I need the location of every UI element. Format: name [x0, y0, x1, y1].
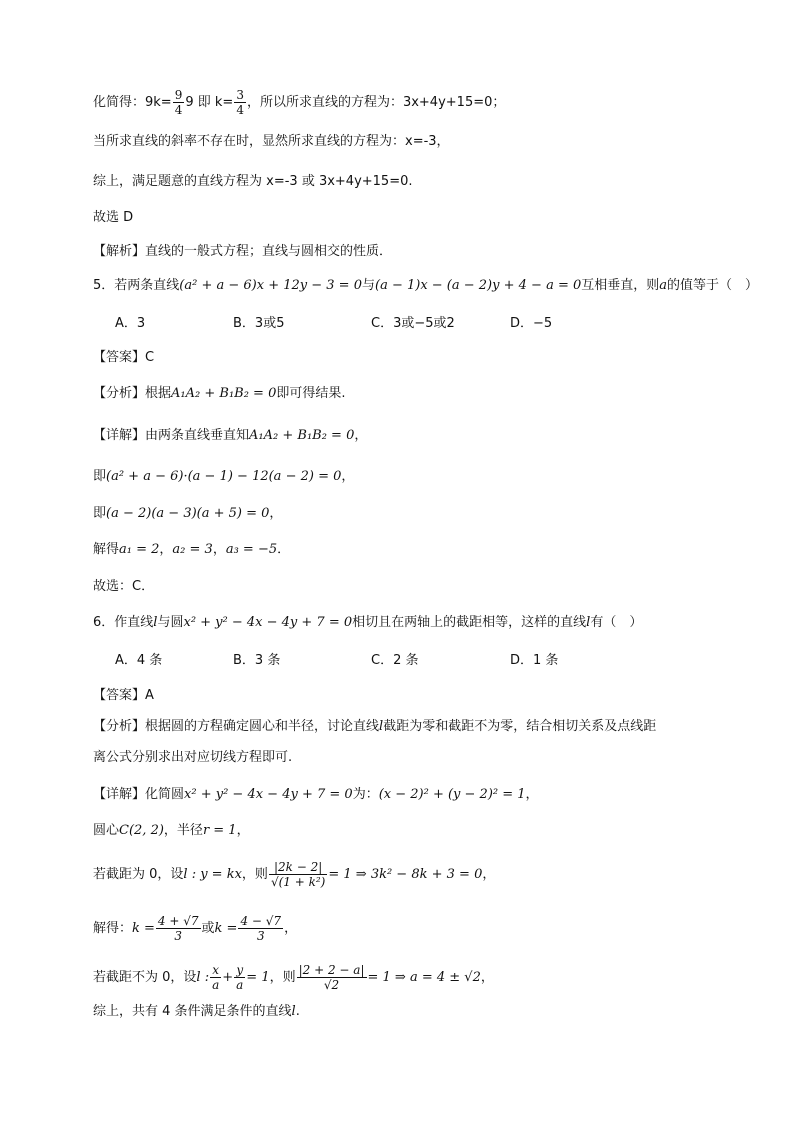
q5-option-b: B．3或5: [233, 316, 285, 331]
analysis-tag: 【分析】: [93, 719, 146, 734]
solution-line-choice: 故选 D: [93, 210, 134, 225]
solution-line-summary: 综上，满足题意的直线方程为 x=-3 或 3x+4y+15=0.: [93, 174, 413, 189]
fraction-9-4: $\frac{9}{4}$: [174, 88, 183, 117]
distance-fraction: $\frac{|2k - 2|}{\text{√(1 + k²)}}$: [270, 860, 326, 889]
answer-tag: 【答案】: [93, 688, 146, 703]
question-number: 6．: [93, 615, 115, 630]
q5-step-3: 解得a₁ = 2，a₂ = 3，a₃ = −5．: [93, 542, 291, 557]
q6-center-radius: 圆心C(2, 2)，半径r = 1，: [93, 823, 250, 838]
q5-detail: 【详解】由两条直线垂直知A₁A₂ + B₁B₂ = 0，: [93, 428, 368, 443]
q6-analysis-line-2: 离公式分别求出对应切线方程即可.: [93, 750, 293, 765]
distance-fraction-2: $\frac{|2 + 2 - a|}{√2}$: [298, 963, 365, 992]
q5-option-a: A．3: [115, 316, 146, 331]
fraction-3-4: $\frac{3}{4}$: [236, 88, 244, 117]
question-number: 5．: [93, 278, 115, 293]
y-over-a-fraction: $\frac{y}{a}$: [236, 963, 244, 992]
q6-option-c: C．2 条: [371, 653, 419, 668]
q6-analysis-line-1: 【分析】根据圆的方程确定圆心和半径，讨论直线l截距为零和截距不为零，结合相切关系及点线距: [93, 719, 657, 734]
q5-line-1-equation: (a² + a − 6)x + 12y − 3 = 0: [179, 278, 362, 293]
solution-line-simplify: 化简得：9k= $\frac{9}{4}$ 9 即 k= $\frac{3}{4}$ ，所以所求直线的方程为：3x+4y+15=0；: [93, 88, 506, 117]
q5-step-2: 即(a − 2)(a − 3)(a + 5) = 0，: [93, 506, 283, 521]
q6-case-nonzero-intercept: 若截距不为 0，设l : $\frac{x}{a}$ + $\frac{y}{a}$ = 1，则 $\frac{|2 + 2 - a|}{√2}$ = 1 ⇒ a = 4 ± √2，: [93, 963, 494, 992]
k1-fraction: $\frac{4 + √7}{3}$: [157, 914, 199, 943]
q5-answer: [93, 348, 734, 368]
detail-tag: 【详解】: [93, 428, 146, 443]
q6-option-b: B．3 条: [233, 653, 281, 668]
k2-fraction: $\frac{4 - √7}{3}$: [240, 914, 282, 943]
x-over-a-fraction: $\frac{x}{a}$: [212, 963, 220, 992]
solution-line-vertical-case: 当所求直线的斜率不存在时，显然所求直线的方程为：x=-3，: [93, 134, 450, 149]
answer-value: C: [145, 350, 155, 365]
q6-option-d: D．1 条: [510, 653, 559, 668]
q6-solutions-k: 解得：k = $\frac{4 + √7}{3}$ 或k = $\frac{4 - √7}{3}$ ，: [93, 914, 298, 943]
solution-line-analysis: 【解析】直线的一般式方程；直线与圆相交的性质．: [93, 244, 393, 259]
q6-circle-equation: x² + y² − 4x − 4y + 7 = 0: [183, 615, 353, 630]
q6-case-zero-intercept: 若截距为 0，设l : y = kx，则 $\frac{|2k - 2|}{\text{√(1 + k²)}}$ = 1 ⇒ 3k² − 8k + 3 = 0，: [93, 860, 496, 889]
q6-conclusion: 综上，共有 4 条件满足条件的直线l.: [93, 1004, 300, 1019]
question-6-stem: 6．作直线l与圆x² + y² − 4x − 4y + 7 = 0相切且在两轴上的截距相等，这样的直线l有（ ）: [93, 615, 643, 630]
detail-tag: 【详解】: [93, 787, 146, 802]
q5-final: 故选：C．: [93, 579, 155, 594]
q6-answer: [93, 686, 734, 706]
q5-option-d: D．−5: [510, 316, 553, 331]
analysis-tag: 【分析】: [93, 386, 146, 401]
q5-step-1: 即(a² + a − 6)·(a − 1) − 12(a − 2) = 0，: [93, 469, 355, 484]
q6-option-a: A．4 条: [115, 653, 163, 668]
q5-option-c: C．3或−5或2: [371, 316, 455, 331]
answer-tag: 【答案】: [93, 350, 146, 365]
answer-value: A: [145, 688, 154, 703]
question-5-stem: 5．若两条直线(a² + a − 6)x + 12y − 3 = 0与(a − 1)x − (a − 2)y + 4 − a = 0互相垂直，则a的值等于（ ）: [93, 278, 759, 293]
analysis-tag: 【解析】: [93, 244, 146, 259]
q5-line-2-equation: (a − 1)x − (a − 2)y + 4 − a = 0: [375, 278, 582, 293]
q5-analysis: 【分析】根据A₁A₂ + B₁B₂ = 0即可得结果.: [93, 386, 346, 401]
q6-detail: 【详解】化简圆x² + y² − 4x − 4y + 7 = 0为：(x − 2)² + (y − 2)² = 1，: [93, 787, 539, 802]
